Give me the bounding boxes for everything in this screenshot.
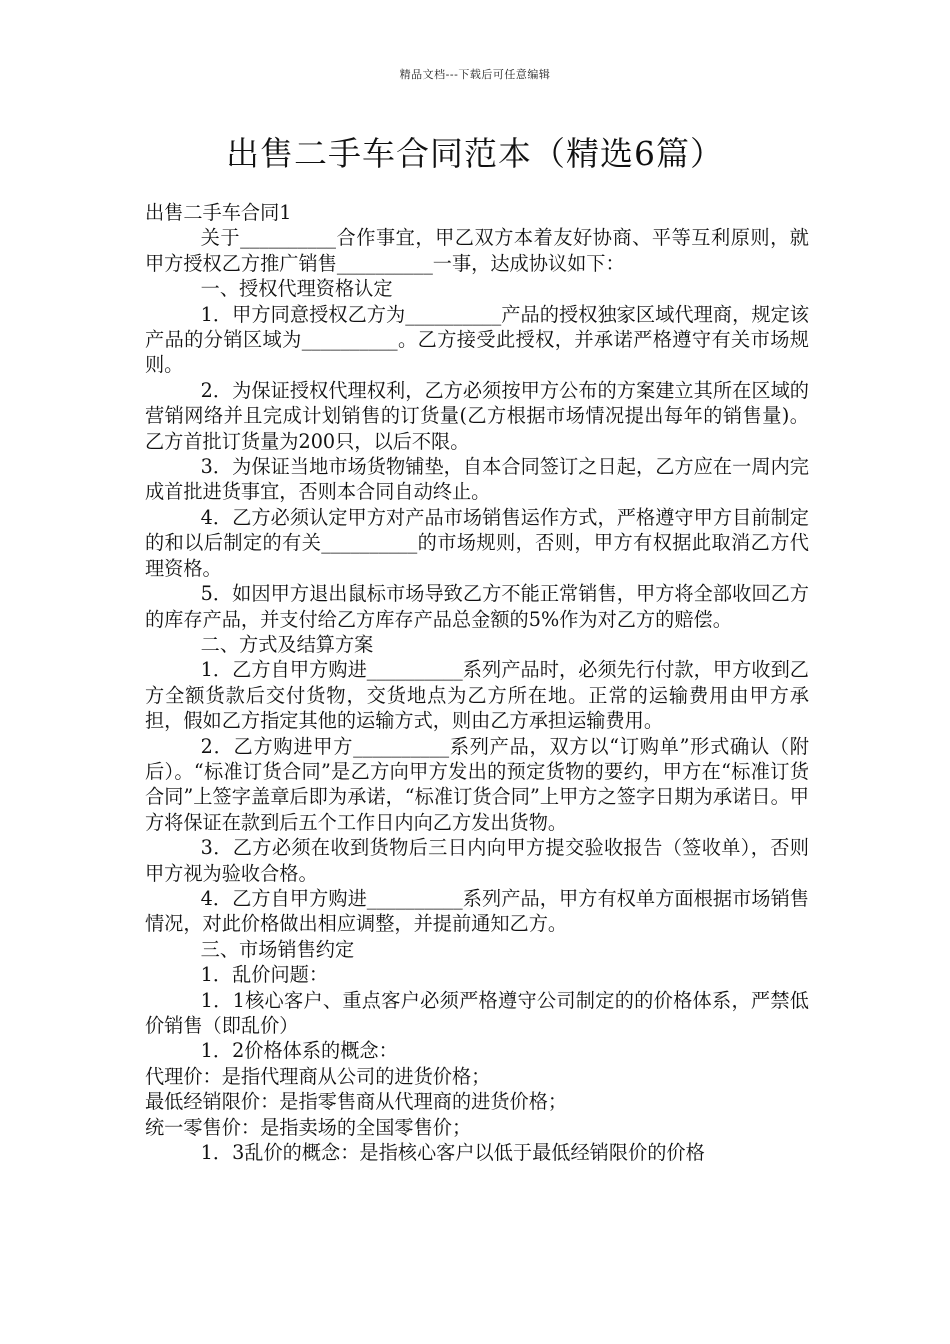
paragraph: 1．乱价问题： [200,963,329,987]
paragraph: 关于__________合作事宜，甲乙双方本着友好协商、平等互利原则，就甲方授权乙方推广销售__________一事，达成协议如下： [145,226,809,275]
paragraph-list [145,225,809,1165]
paragraph: 3．乙方必须在收到货物后三日内向甲方提交验收报告（签收单），否则甲方视为验收合格。 [145,836,809,885]
paragraph: 4．乙方自甲方购进__________系列产品，甲方有权单方面根据市场销售情况，对此价格做出相应调整，并提前通知乙方。 [145,886,809,936]
paragraph: 统一零售价：是指卖场的全国零售价； [145,1115,472,1139]
paragraph: 1．2价格体系的概念： [200,1039,398,1063]
paragraph: 三、市场销售约定 [200,937,355,961]
paragraph: 2．乙方购进甲方__________系列产品，双方以“订购单”形式确认（附后）。“标准订货合同”是乙方向甲方发出的预定货物的要约，甲方在“标准订货合同”上签字盖章后即为承诺，“标准订货合同”上甲方之签字日期为承诺日。甲方将保证在款到后五个工作日内向乙方发出货物。 [145,734,809,834]
paragraph: 1．1核心客户、重点客户必须严格遵守公司制定的的价格体系，严禁低价销售（即乱价） [145,988,809,1037]
header-note: 精品文档---下载后可任意编辑 [399,68,551,81]
document-body [145,200,809,1165]
paragraph: 5．如因甲方退出鼠标市场导致乙方不能正常销售，甲方将全部收回乙方的库存产品，并支付给乙方库存产品总金额的5%作为对乙方的赔偿。 [145,582,809,631]
paragraph: 3．为保证当地市场货物铺垫，自本合同签订之日起，乙方应在一周内完成首批进货事宜，否则本合同自动终止。 [145,455,809,504]
paragraph: 2．为保证授权代理权利，乙方必须按甲方公布的方案建立其所在区域的营销网络并且完成计划销售的订货量(乙方根据市场情况提出每年的销售量)。乙方首批订货量为200只，以后不限。 [145,378,809,453]
paragraph: 最低经销限价：是指零售商从代理商的进货价格； [145,1090,568,1114]
paragraph: 4．乙方必须认定甲方对产品市场销售运作方式，严格遵守甲方目前制定的和以后制定的有关__________的市场规则，否则，甲方有权据此取消乙方代理资格。 [145,505,809,580]
paragraph: 代理价：是指代理商从公司的进货价格； [145,1064,491,1088]
contract-subtitle: 出售二手车合同1 [145,201,292,224]
paragraph: 1．甲方同意授权乙方为__________产品的授权独家区域代理商，规定该产品的分销区域为__________。乙方接受此授权，并承诺严格遵守有关市场规则。 [145,302,809,377]
paragraph: 一、授权代理资格认定 [200,277,393,301]
document-title: 出售二手车合同范本（精选6篇） [226,134,724,173]
paragraph: 1．乙方自甲方购进__________系列产品时，必须先行付款，甲方收到乙方全额货款后交付货物，交货地点为乙方所在地。正常的运输费用由甲方承担，假如乙方指定其他的运输方式，则由乙方承担运输费用。 [145,658,809,733]
paragraph: 二、方式及结算方案 [200,632,374,656]
paragraph: 1．3乱价的概念：是指核心客户以低于最低经销限价的价格 [200,1141,705,1165]
